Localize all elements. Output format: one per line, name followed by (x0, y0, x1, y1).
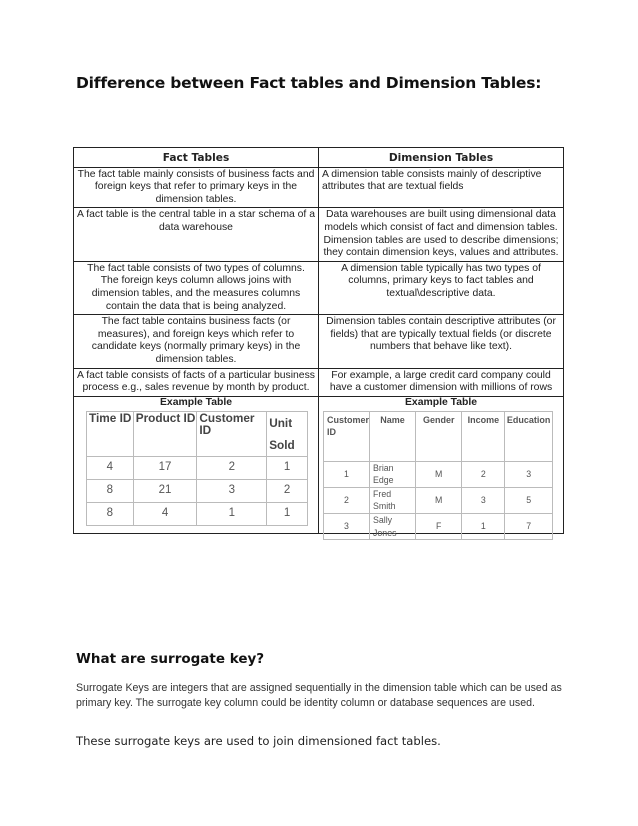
example-row (87, 456, 308, 479)
table-header-row (74, 148, 564, 168)
example-row (74, 396, 564, 533)
example-table-label: Example Table (405, 396, 477, 408)
example-cell: M (415, 487, 461, 513)
example-cell: 21 (133, 479, 197, 502)
example-cell: 4 (87, 456, 134, 479)
example-cell: 1 (267, 456, 308, 479)
table-row (74, 261, 564, 314)
example-header: Customer ID (197, 411, 267, 456)
example-row (87, 502, 308, 525)
example-cell: 8 (87, 479, 134, 502)
dim-example-table (323, 411, 553, 541)
fact-example-cell (74, 396, 319, 533)
dim-cell: A dimension table consists mainly of descriptive attributes that are textual fields (319, 167, 564, 208)
example-row (324, 461, 553, 487)
example-header-row (324, 411, 553, 461)
example-row (324, 514, 553, 540)
example-cell: F (415, 514, 461, 540)
example-row (87, 479, 308, 502)
example-header: Customer ID (324, 411, 370, 461)
surrogate-paragraph: Surrogate Keys are integers that are assigned sequentially in the dimension table which can be used as primary key. The surrogate key column could be identity column or database sequences are used. (76, 682, 562, 709)
example-cell: 1 (197, 502, 267, 525)
example-cell: 2 (197, 456, 267, 479)
example-cell: 7 (505, 514, 553, 540)
example-cell: 3 (197, 479, 267, 502)
table-row (74, 167, 564, 208)
fact-tables-header: Fact Tables (74, 148, 319, 168)
surrogate-heading: What are surrogate key? (76, 651, 265, 667)
example-cell: 3 (324, 514, 370, 540)
fact-cell: A fact table consists of facts of a particular business process e.g., sales revenue by month by product. (74, 368, 319, 396)
comparison-table (73, 147, 564, 538)
fact-cell: The fact table consists of two types of columns. The foreign keys column allows joins with dimension tables, and the measures columns contain the data that is being analyzed. (74, 261, 319, 314)
example-cell: 1 (324, 461, 370, 487)
table-row (74, 368, 564, 396)
table-row (74, 208, 564, 261)
example-header: Unit Sold (267, 411, 308, 456)
example-cell: Brian Edge (370, 461, 416, 487)
example-cell: 8 (87, 502, 134, 525)
example-cell: 1 (267, 502, 308, 525)
example-cell: Sally Jones (370, 514, 416, 540)
dim-example-cell (319, 396, 564, 538)
dim-cell: For example, a large credit card company could have a customer dimension with millions of rows (319, 368, 564, 396)
example-header: Gender (415, 411, 461, 461)
fact-example-table (86, 411, 308, 526)
dim-cell: Dimension tables contain descriptive attributes (or fields) that are typically textual fields (or discrete numbers that behave like text). (319, 315, 564, 368)
dim-cell: Data warehouses are built using dimensional data models which consist of fact and dimension tables. Dimension tables are used to describe dimensions; they contain dimension keys, values and attributes. (319, 208, 564, 261)
example-cell: 3 (462, 487, 505, 513)
example-header: Time ID (87, 411, 134, 456)
example-row (324, 487, 553, 513)
example-header-row (87, 411, 308, 456)
page-title: Difference between Fact tables and Dimension Tables: (76, 74, 542, 92)
example-cell: 2 (267, 479, 308, 502)
example-header: Education (505, 411, 553, 461)
example-header: Name (370, 411, 416, 461)
example-cell: M (415, 461, 461, 487)
example-cell: 17 (133, 456, 197, 479)
example-cell: 2 (462, 461, 505, 487)
example-cell: 3 (505, 461, 553, 487)
table-row (74, 315, 564, 368)
fact-cell: The fact table contains business facts (or measures), and foreign keys which refer to candidate keys (normally primary keys) in the dimension tables. (74, 315, 319, 368)
example-cell: 1 (462, 514, 505, 540)
dim-cell: A dimension table typically has two types of columns, primary keys to fact tables and textual\descriptive data. (319, 261, 564, 314)
example-cell: 2 (324, 487, 370, 513)
dimension-tables-header: Dimension Tables (319, 148, 564, 168)
example-header: Income (462, 411, 505, 461)
example-cell: Fred Smith (370, 487, 416, 513)
surrogate-note: These surrogate keys are used to join dimensioned fact tables. (76, 734, 441, 748)
example-header: Product ID (133, 411, 197, 456)
fact-cell: A fact table is the central table in a star schema of a data warehouse (74, 208, 319, 261)
example-cell: 5 (505, 487, 553, 513)
fact-cell: The fact table mainly consists of business facts and foreign keys that refer to primary keys in the dimension tables. (74, 167, 319, 208)
example-table-label: Example Table (160, 396, 232, 408)
example-cell: 4 (133, 502, 197, 525)
